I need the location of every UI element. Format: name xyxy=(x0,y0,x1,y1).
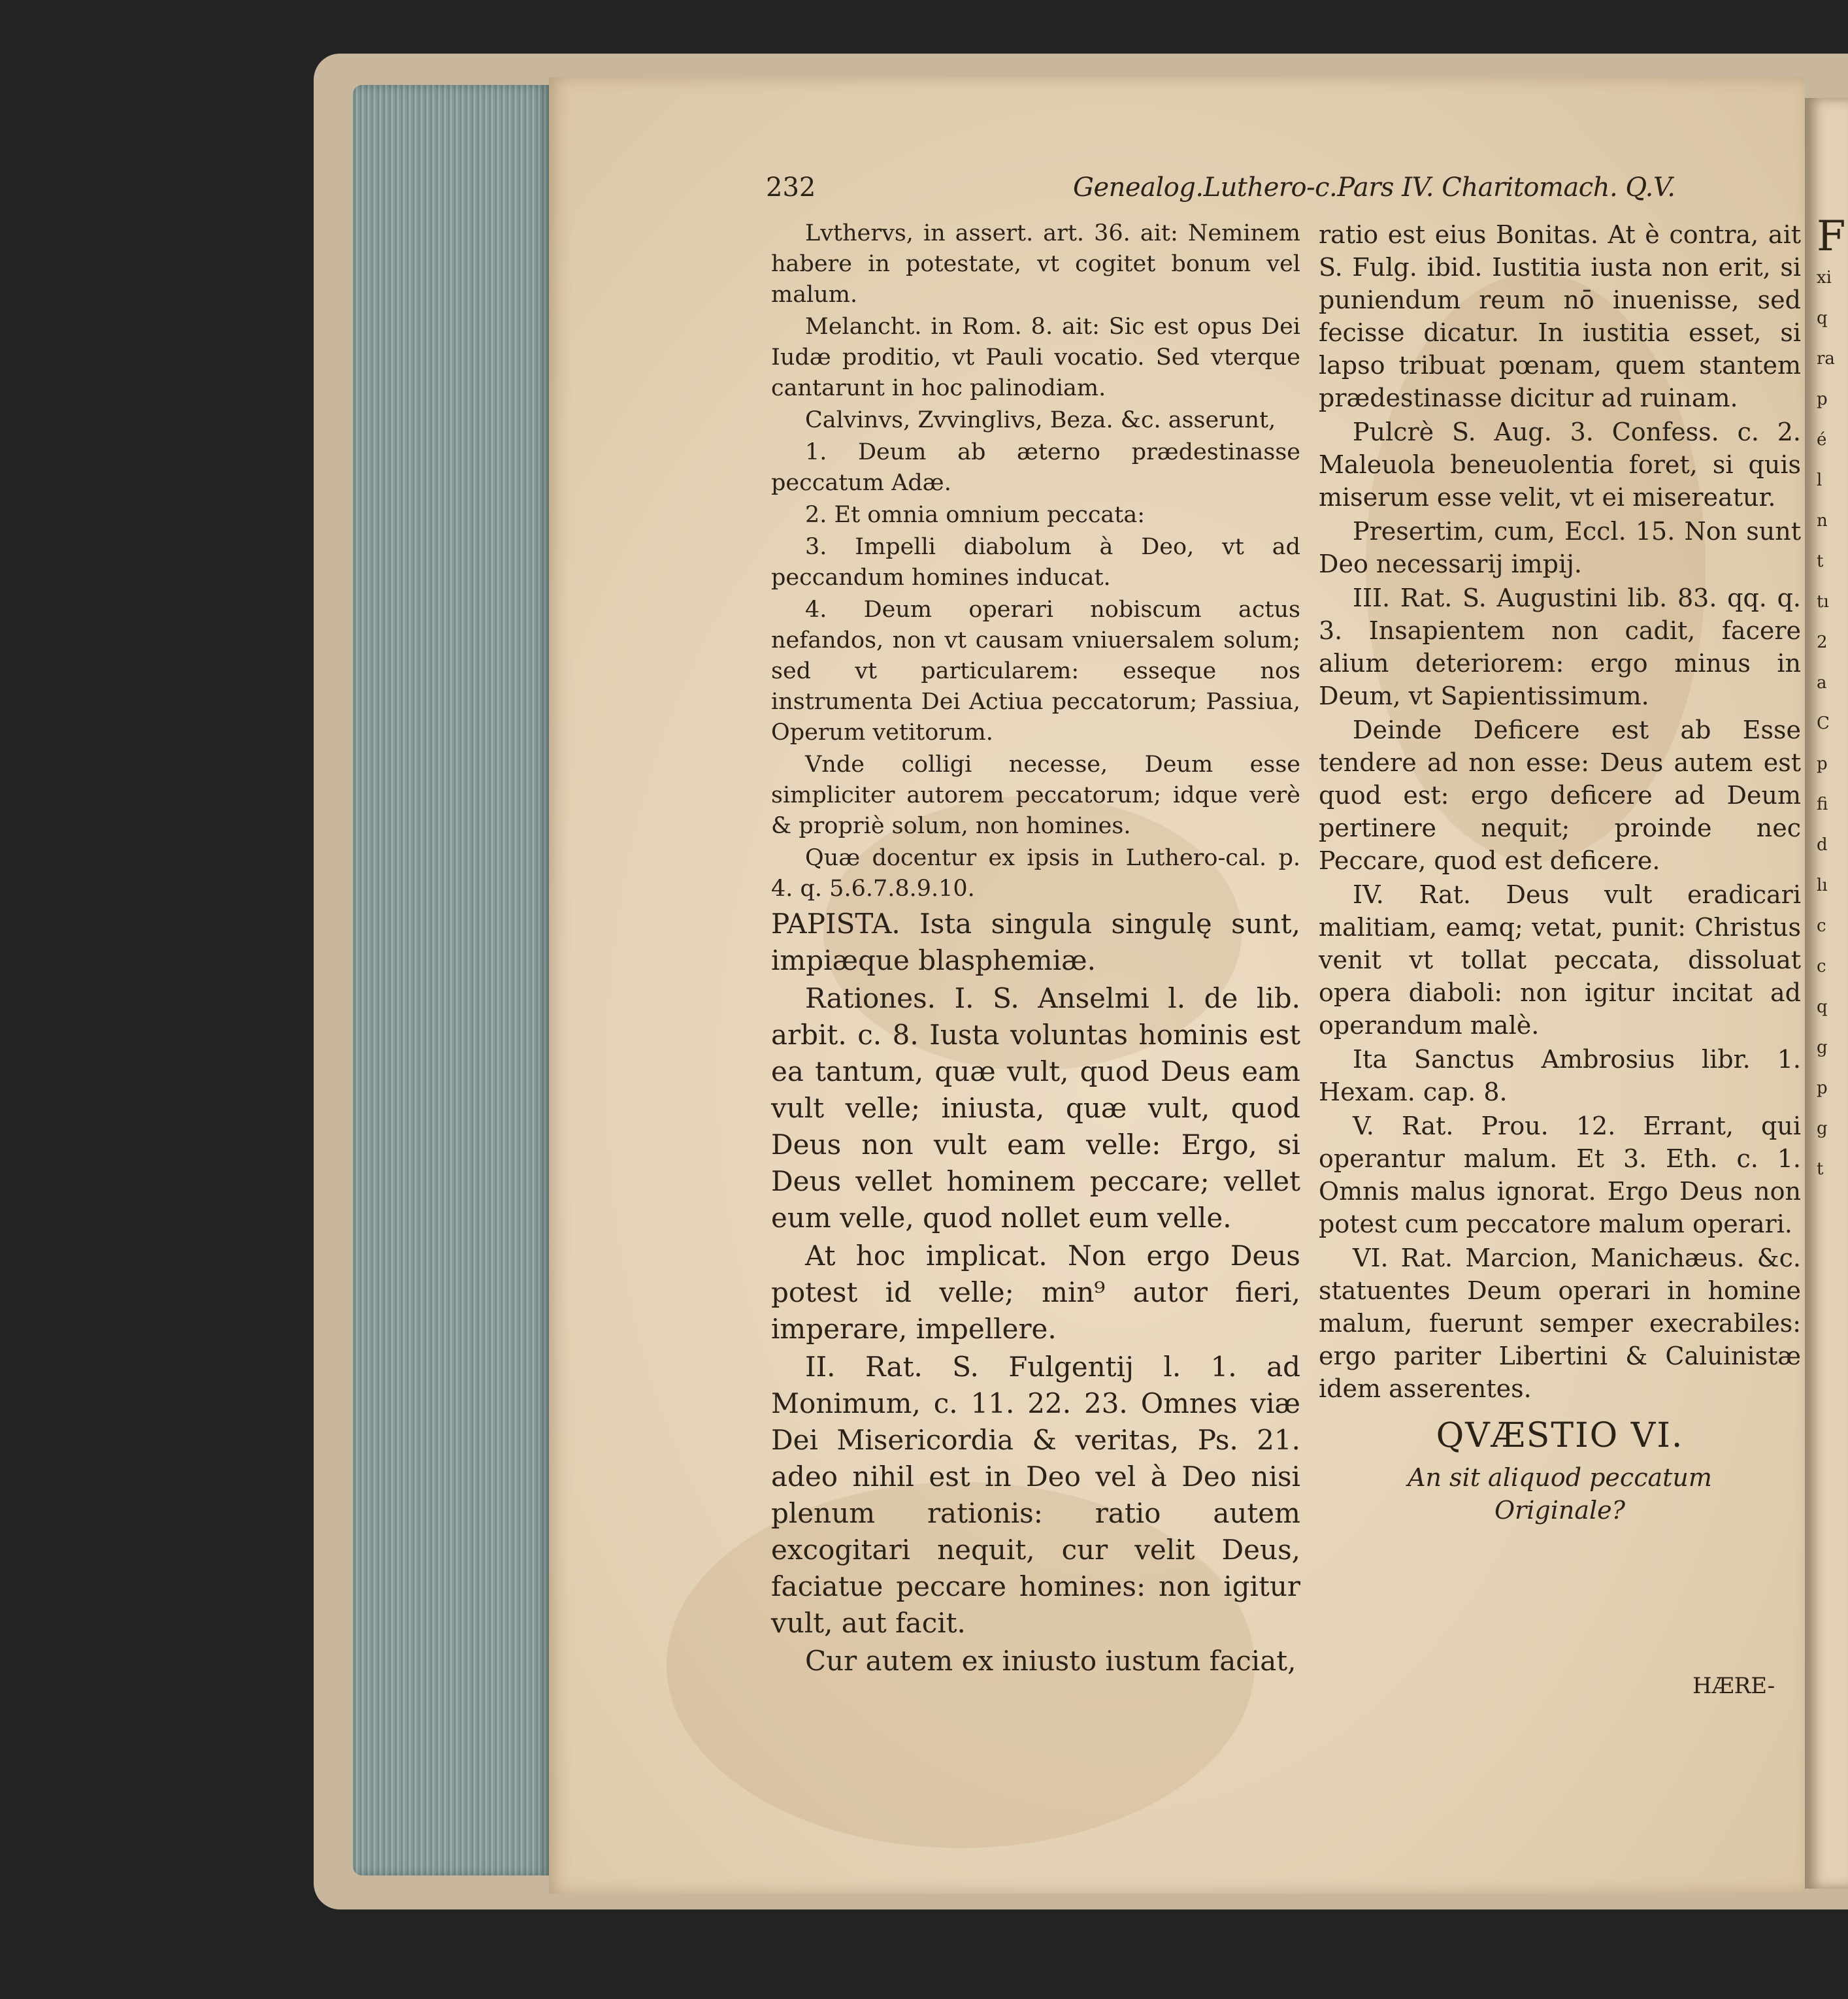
running-title: Genealog.Luthero-c.Pars IV. Charitomach. Q.V. xyxy=(1073,173,1675,203)
paragraph: Cur autem ex iniusto iustum faciat, xyxy=(805,1645,1296,1677)
paragraph: V. Rat. Prou. 12. Errant, qui operantur malum. Et 3. Eth. c. 1. Omnis malus ignorat. Ergo Deus non potest cum peccatore malum operari. xyxy=(1319,1112,1801,1238)
facing-page-fragment: ra xyxy=(1817,349,1835,369)
facing-page-fragment: t xyxy=(1817,1159,1824,1179)
facing-page-fragment: xi xyxy=(1817,268,1832,288)
facing-page-fragment: q xyxy=(1817,308,1828,328)
list-item: 2. Et omnia omnium peccata: xyxy=(805,502,1146,528)
facing-page-fragment: d xyxy=(1817,835,1828,855)
facing-page-fragment: n xyxy=(1817,511,1828,531)
paragraph: Ita Sanctus Ambrosius libr. 1. Hexam. cap. 8. xyxy=(1319,1045,1801,1106)
facing-page-fragment: c xyxy=(1817,916,1826,936)
running-header xyxy=(766,173,1675,212)
facing-page-edge xyxy=(1805,98,1848,1889)
paragraph: At hoc implicat. Non ergo Deus potest id velle; min⁹ autor fieri, imperare, impellere. xyxy=(771,1240,1300,1345)
facing-page-fragment: é xyxy=(1817,430,1827,450)
paragraph: Deinde Deficere est ab Esse tendere ad non esse: Deus autem est quod est: ergo deficere ad Deum pertinere nequit; proinde nec Peccare, quod est deficere. xyxy=(1319,716,1801,875)
facing-page-fragment: p xyxy=(1817,754,1828,774)
facing-page-fragment: p xyxy=(1817,1078,1828,1098)
facing-page-fragment: p xyxy=(1817,389,1828,409)
paragraph: Pulcrè S. Aug. 3. Confess. c. 2. Maleuola beneuolentia foret, si quis miserum esse velit, vt ei misereatur. xyxy=(1319,418,1801,512)
facing-page-fragment: fi xyxy=(1817,795,1828,814)
facing-page-fragment: F xyxy=(1817,212,1846,261)
paragraph: PAPISTA. Ista singula singulę sunt, impiæque blasphemiæ. xyxy=(771,908,1300,976)
page-block-edge xyxy=(353,85,549,1875)
facing-page-fragment: C xyxy=(1817,714,1830,733)
list-item: 1. Deum ab æterno prædestinasse peccatum Adæ. xyxy=(771,439,1300,496)
paragraph: ratio est eius Bonitas. At è contra, ait S. Fulg. ibid. Iustitia iusta non erit, si puniendum reum nō inuenisse, sed fecisse dicatur. In iustitia esset, si lapso tribuat pœnam, quem stantem prædestinasse dicitur ad ruinam. xyxy=(1319,220,1801,412)
question-heading: QVÆSTIO VI. xyxy=(1436,1416,1684,1455)
right-column xyxy=(1319,218,1801,1527)
paragraph: Calvinvs, Zvvinglivs, Beza. &c. asserunt, xyxy=(805,407,1276,433)
paragraph: IV. Rat. Deus vult eradicari malitiam, eamq; vetat, punit: Christus venit vt tollat peccata, dissoluat opera diaboli: non igitur incitat ad operandum malè. xyxy=(1319,880,1801,1040)
paragraph: III. Rat. S. Augustini lib. 83. qq. q. 3. Insapientem non cadit, facere alium deteriorem: ergo minus in Deum, vt Sapientissimum. xyxy=(1319,584,1801,710)
left-column xyxy=(771,218,1300,1681)
paragraph: Lvthervs, in assert. art. 36. ait: Neminem habere in potestate, vt cogitet bonum vel malum. xyxy=(771,220,1300,308)
paragraph: II. Rat. S. Fulgentij l. 1. ad Monimum, c. 11. 22. 23. Omnes viæ Dei Misericordia & veritas, Ps. 21. adeo nihil est in Deo vel à Deo nisi plenum rationis: ratio autem excogitari nequit, cur velit Deus, faciatue peccare homines: non igitur vult, aut facit. xyxy=(771,1351,1300,1639)
list-item: 3. Impelli diabolum à Deo, vt ad peccandum homines inducat. xyxy=(771,534,1300,591)
facing-page-fragment: 2 xyxy=(1817,633,1828,652)
facing-page-fragment: a xyxy=(1817,673,1827,693)
facing-page-fragment: g xyxy=(1817,1038,1828,1057)
facing-page-fragment: t xyxy=(1817,552,1824,571)
paragraph: Presertim, cum, Eccl. 15. Non sunt Deo necessarij impij. xyxy=(1319,517,1801,578)
paragraph: Melancht. in Rom. 8. ait: Sic est opus Dei Iudæ proditio, vt Pauli vocatio. Sed vterque cantarunt in hoc palinodiam. xyxy=(771,314,1300,401)
facing-page-fragment: tı xyxy=(1817,592,1829,612)
catchword: HÆRE- xyxy=(1692,1673,1775,1699)
list-item: 4. Deum operari nobiscum actus nefandos, non vt causam vniuersalem solum; sed vt particularem: esseque nos instrumenta Dei Actiua peccatorum; Passiua, Operum vetitorum. xyxy=(771,597,1300,746)
facing-page-fragment: q xyxy=(1817,997,1828,1017)
paragraph: Vnde colligi necesse, Deum esse simpliciter autorem peccatorum; idque verè & propriè solum, non homines. xyxy=(771,752,1300,839)
paragraph: Rationes. I. S. Anselmi l. de lib. arbit. c. 8. Iusta voluntas hominis est ea tantum, quæ vult, quod Deus eam vult velle; iniusta, quæ vult, quod Deus non vult eam velle: Ergo, si Deus vellet hominem peccare; vellet eum velle, quod nollet eum velle. xyxy=(771,982,1300,1234)
page-number: 232 xyxy=(766,173,816,203)
facing-page-fragment: c xyxy=(1817,957,1826,976)
facing-page-fragment: l xyxy=(1817,471,1823,490)
facing-page-fragment: lı xyxy=(1817,876,1828,895)
facing-page-fragment: g xyxy=(1817,1119,1828,1138)
question-subtitle: An sit aliquod peccatum Originale? xyxy=(1408,1463,1712,1525)
paragraph: Quæ docentur ex ipsis in Luthero-cal. p. 4. q. 5.6.7.8.9.10. xyxy=(771,845,1300,902)
paragraph: VI. Rat. Marcion, Manichæus. &c. statuentes Deum operari in homine malum, fuerunt semper execrabiles: ergo pariter Libertini & Caluinistæ idem asserentes. xyxy=(1319,1244,1801,1403)
